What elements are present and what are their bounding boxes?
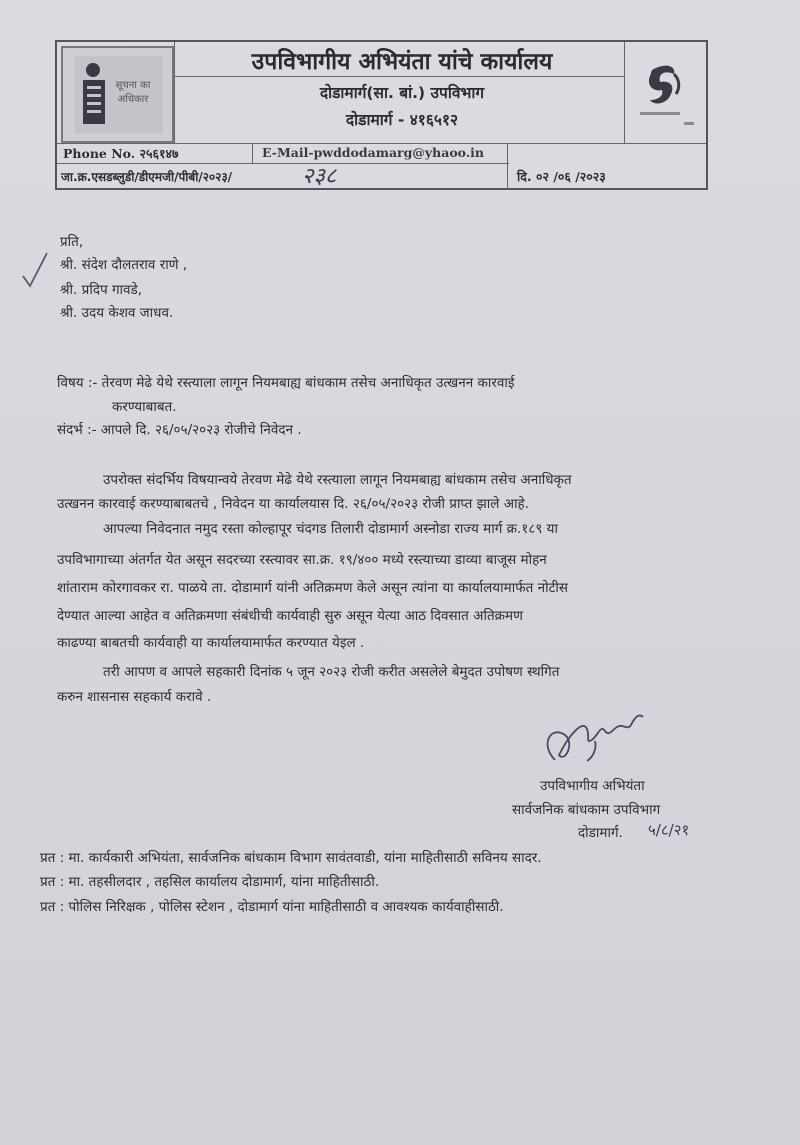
body-line: करुन शासनास सहकार्य करावे . (57, 689, 212, 705)
handwritten-ref-number: २३८ (302, 164, 337, 189)
rti-emblem-text: सूचना का (115, 80, 151, 91)
copy-line: प्रत : पोलिस निरिक्षक , पोलिस स्टेशन , दोडामार्ग यांना माहितीसाठी व आवश्यक कार्यवाहीसाठी. (40, 899, 504, 915)
addressee-prati: प्रति, (60, 234, 84, 250)
phone-number: Phone No. २५६१४७ (63, 146, 179, 161)
subject-line: विषय :- तेरवण मेढे येथे रस्त्याला लागून नियमबाह्य बांधकाम तसेच अनाधिकृत उत्खनन कारवाई (57, 375, 515, 391)
signatory-place: दोडामार्ग. (578, 825, 623, 841)
handwritten-date: ५/८/२१ (648, 821, 690, 839)
body-line: शांताराम कोरगावकर रा. पाळये ता. दोडामार्ग यांनी अतिक्रमण केले असून त्यांना या कार्यालयामार्फत नोटीस (57, 580, 569, 596)
letterhead (55, 40, 708, 190)
letter-date: दि. ०२ /०६ /२०२३ (517, 169, 606, 184)
divider (252, 143, 253, 163)
body-line: तरी आपण व आपले सहकारी दिनांक ५ जून २०२३ रोजी करीत असलेले बेमुदत उपोषण स्थगित (103, 664, 560, 680)
copy-line: प्रत : मा. कार्यकारी अभियंता, सार्वजनिक बांधकाम विभाग सावंतवाडी, यांना माहितीसाठी सविनय सादर. (40, 850, 542, 866)
body-line: देण्यात आल्या आहेत व अतिक्रमणा संबंधीची कार्यवाही सुरु असून येत्या आठ दिवसात अतिक्रमण (57, 608, 523, 624)
email-address: E-Mail-pwddodamarg@yhaoo.in (262, 145, 484, 160)
divider (57, 143, 706, 144)
svg-text:अधिकार: अधिकार (117, 94, 149, 105)
subject-line: करण्याबाबत. (112, 399, 177, 415)
body-line: आपल्या निवेदनात नमुद रस्ता कोल्हापूर चंदगड तिलारी दोडामार्ग अस्नोडा राज्य मार्ग क्र.१८९ या (103, 521, 558, 537)
divider (174, 42, 175, 143)
checkmark-icon (20, 250, 50, 290)
body-line: उपरोक्त संदर्भिय विषयान्वये तेरवण मेढे येथे रस्त्याला लागून नियमबाह्य बांधकाम तसेच अनाधिकृत (103, 472, 572, 488)
reference-line: संदर्भ :- आपले दि. २६/०५/२०२३ रोजीचे निवेदन . (57, 422, 302, 438)
rti-emblem-icon (75, 56, 163, 134)
divider (174, 76, 624, 77)
pwd-logo-icon (614, 52, 704, 142)
copy-line: प्रत : मा. तहसीलदार , तहसिल कार्यालय दोडामार्ग, यांना माहितीसाठी. (40, 874, 380, 890)
reference-number: जा.क्र.एसडब्लुडी/डीएमजी/पीबी/२०२३/ (61, 170, 233, 184)
body-line: उत्खनन कारवाई करण्याबाबतचे , निवेदन या कार्यालयास दि. २६/०५/२०२३ रोजी प्राप्त झाले आहे. (57, 496, 529, 512)
office-title: उपविभागीय अभियंता यांचे कार्यालय (251, 49, 553, 75)
body-line: काढण्या बाबतची कार्यवाही या कार्यालयामार्फत करण्यात येइल . (57, 635, 365, 651)
signature (535, 705, 650, 775)
signatory-department: सार्वजनिक बांधकाम उपविभाग (512, 802, 661, 818)
signatory-designation: उपविभागीय अभियंता (540, 778, 645, 794)
subdivision-name: दोडामार्ग(सा. बां.) उपविभाग (319, 84, 485, 102)
addressee-name: श्री. प्रदिप गावडे, (60, 282, 143, 298)
addressee-name: श्री. उदय केशव जाधव. (60, 305, 174, 321)
divider (57, 163, 509, 164)
addressee-name: श्री. संदेश दौलतराव राणे , (60, 257, 188, 273)
divider (507, 143, 508, 190)
body-line: उपविभागाच्या अंतर्गत येत असून सदरच्या रस्त्यावर सा.क्र. १९/४०० मध्ये रस्त्याच्या डाव्या बाजूस मोहन (57, 552, 547, 568)
office-address: दोडामार्ग - ४१६५१२ (345, 111, 459, 129)
rti-emblem (61, 46, 174, 143)
